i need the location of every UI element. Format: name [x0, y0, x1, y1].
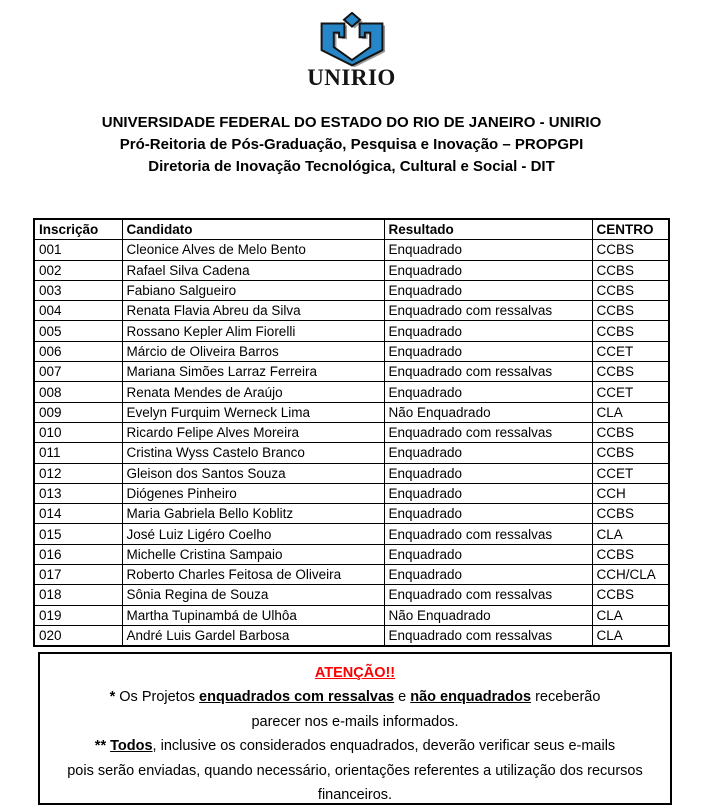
- cell-candidato: Martha Tupinambá de Ulhôa: [122, 605, 384, 625]
- results-table: [33, 218, 670, 647]
- cell-candidato: Rossano Kepler Alim Fiorelli: [122, 321, 384, 341]
- cell-resultado: Enquadrado: [384, 565, 592, 585]
- cell-resultado: Não Enquadrado: [384, 402, 592, 422]
- cell-candidato: Mariana Simões Larraz Ferreira: [122, 362, 384, 382]
- cell-inscricao: 001: [34, 240, 122, 260]
- cell-resultado: Enquadrado: [384, 504, 592, 524]
- cell-candidato: José Luiz Ligéro Coelho: [122, 524, 384, 544]
- header-line-proreitoria: Pró-Reitoria de Pós-Graduação, Pesquisa e Inovação – PROPGPI: [119, 136, 584, 153]
- cell-inscricao: 005: [34, 321, 122, 341]
- cell-centro: CCBS: [592, 301, 669, 321]
- cell-inscricao: 017: [34, 565, 122, 585]
- table-row: [34, 422, 669, 442]
- cell-candidato: Cristina Wyss Castelo Branco: [122, 443, 384, 463]
- cell-candidato: Diógenes Pinheiro: [122, 483, 384, 503]
- cell-candidato: Maria Gabriela Bello Koblitz: [122, 504, 384, 524]
- cell-inscricao: 011: [34, 443, 122, 463]
- cell-resultado: Enquadrado com ressalvas: [384, 422, 592, 442]
- attention-title: ATENÇÃO!!: [314, 665, 396, 681]
- cell-inscricao: 008: [34, 382, 122, 402]
- cell-centro: CCET: [592, 382, 669, 402]
- cell-inscricao: 018: [34, 585, 122, 605]
- table-row: [34, 362, 669, 382]
- cell-centro: CCH: [592, 483, 669, 503]
- cell-inscricao: 020: [34, 625, 122, 646]
- notice-line: [40, 783, 670, 807]
- cell-centro: CCBS: [592, 280, 669, 300]
- cell-centro: CCBS: [592, 321, 669, 341]
- results-table-body: [34, 240, 669, 646]
- cell-resultado: Enquadrado: [384, 240, 592, 260]
- table-row: [34, 625, 669, 646]
- cell-centro: CLA: [592, 605, 669, 625]
- cell-resultado: Enquadrado com ressalvas: [384, 524, 592, 544]
- notice-text-segment: não enquadrados: [410, 689, 532, 706]
- cell-centro: CCBS: [592, 422, 669, 442]
- cell-resultado: Enquadrado com ressalvas: [384, 362, 592, 382]
- cell-centro: CCH/CLA: [592, 565, 669, 585]
- table-header-row: [34, 219, 669, 240]
- notice-text-segment: parecer nos e-mails informados.: [251, 713, 459, 730]
- table-row: [34, 301, 669, 321]
- table-row: [34, 524, 669, 544]
- column-header-inscricao: Inscrição: [34, 219, 122, 240]
- table-row: [34, 463, 669, 483]
- cell-inscricao: 014: [34, 504, 122, 524]
- cell-inscricao: 003: [34, 280, 122, 300]
- cell-resultado: Enquadrado: [384, 483, 592, 503]
- unirio-logo-wordmark: UNIRIO: [307, 65, 396, 90]
- cell-resultado: Enquadrado com ressalvas: [384, 301, 592, 321]
- cell-candidato: Renata Mendes de Araújo: [122, 382, 384, 402]
- cell-candidato: Márcio de Oliveira Barros: [122, 341, 384, 361]
- cell-candidato: Rafael Silva Cadena: [122, 260, 384, 280]
- cell-resultado: Enquadrado: [384, 280, 592, 300]
- table-row: [34, 585, 669, 605]
- column-header-resultado: Resultado: [384, 219, 592, 240]
- notice-line: [40, 710, 670, 734]
- cell-centro: CCBS: [592, 362, 669, 382]
- unirio-logo: [0, 12, 703, 90]
- cell-resultado: Enquadrado com ressalvas: [384, 585, 592, 605]
- table-row: [34, 605, 669, 625]
- cell-centro: CLA: [592, 625, 669, 646]
- notice-text-segment: e: [394, 689, 411, 706]
- cell-resultado: Enquadrado: [384, 321, 592, 341]
- notice-line: [40, 759, 670, 783]
- notice-text-segment: receberão: [531, 689, 601, 706]
- cell-centro: CCET: [592, 463, 669, 483]
- table-row: [34, 402, 669, 422]
- unirio-logo-icon: [314, 12, 390, 67]
- cell-candidato: Ricardo Felipe Alves Moreira: [122, 422, 384, 442]
- notice-line: [40, 685, 670, 709]
- cell-resultado: Enquadrado: [384, 443, 592, 463]
- cell-candidato: Cleonice Alves de Melo Bento: [122, 240, 384, 260]
- cell-candidato: Roberto Charles Feitosa de Oliveira: [122, 565, 384, 585]
- cell-centro: CCBS: [592, 585, 669, 605]
- header-line-university: UNIVERSIDADE FEDERAL DO ESTADO DO RIO DE JANEIRO - UNIRIO: [101, 114, 602, 131]
- notice-text-segment: pois serão enviadas, quando necessário, orientações referentes a utilização dos recursos: [67, 762, 643, 779]
- table-row: [34, 565, 669, 585]
- cell-centro: CCET: [592, 341, 669, 361]
- notice-text-segment: , inclusive os considerados enquadrados, deverão verificar seus e-mails: [152, 738, 616, 755]
- cell-inscricao: 006: [34, 341, 122, 361]
- document-header: [0, 112, 703, 178]
- notice-lines: [40, 685, 670, 807]
- cell-candidato: Fabiano Salgueiro: [122, 280, 384, 300]
- table-row: [34, 260, 669, 280]
- notice-text-segment: financeiros.: [317, 787, 393, 804]
- cell-candidato: Michelle Cristina Sampaio: [122, 544, 384, 564]
- table-row: [34, 483, 669, 503]
- cell-inscricao: 004: [34, 301, 122, 321]
- cell-resultado: Enquadrado: [384, 382, 592, 402]
- notice-text-segment: Os Projetos: [119, 689, 200, 706]
- attention-box: [38, 652, 672, 805]
- cell-resultado: Enquadrado: [384, 341, 592, 361]
- cell-resultado: Enquadrado: [384, 544, 592, 564]
- cell-centro: CCBS: [592, 544, 669, 564]
- notice-line: [40, 734, 670, 758]
- table-row: [34, 504, 669, 524]
- cell-candidato: Gleison dos Santos Souza: [122, 463, 384, 483]
- notice-text-segment: *: [109, 689, 120, 706]
- table-row: [34, 382, 669, 402]
- table-row: [34, 544, 669, 564]
- cell-inscricao: 019: [34, 605, 122, 625]
- cell-inscricao: 010: [34, 422, 122, 442]
- cell-centro: CLA: [592, 524, 669, 544]
- cell-centro: CLA: [592, 402, 669, 422]
- cell-candidato: Renata Flavia Abreu da Silva: [122, 301, 384, 321]
- cell-inscricao: 015: [34, 524, 122, 544]
- table-row: [34, 280, 669, 300]
- table-row: [34, 240, 669, 260]
- cell-centro: CCBS: [592, 260, 669, 280]
- cell-candidato: André Luis Gardel Barbosa: [122, 625, 384, 646]
- column-header-candidato: Candidato: [122, 219, 384, 240]
- notice-text-segment: Todos: [110, 738, 153, 755]
- column-header-centro: CENTRO: [592, 219, 669, 240]
- cell-resultado: Não Enquadrado: [384, 605, 592, 625]
- cell-inscricao: 016: [34, 544, 122, 564]
- cell-resultado: Enquadrado: [384, 463, 592, 483]
- cell-centro: CCBS: [592, 443, 669, 463]
- table-row: [34, 321, 669, 341]
- cell-resultado: Enquadrado: [384, 260, 592, 280]
- cell-inscricao: 002: [34, 260, 122, 280]
- cell-inscricao: 012: [34, 463, 122, 483]
- notice-text-segment: **: [94, 738, 111, 755]
- cell-inscricao: 013: [34, 483, 122, 503]
- cell-centro: CCBS: [592, 240, 669, 260]
- cell-candidato: Sônia Regina de Souza: [122, 585, 384, 605]
- cell-inscricao: 007: [34, 362, 122, 382]
- table-row: [34, 341, 669, 361]
- cell-candidato: Evelyn Furquim Werneck Lima: [122, 402, 384, 422]
- logo-u-shape: [321, 24, 382, 66]
- notice-text-segment: enquadrados com ressalvas: [199, 689, 395, 706]
- cell-resultado: Enquadrado com ressalvas: [384, 625, 592, 646]
- cell-centro: CCBS: [592, 504, 669, 524]
- cell-inscricao: 009: [34, 402, 122, 422]
- table-row: [34, 443, 669, 463]
- header-line-diretoria: Diretoria de Inovação Tecnológica, Cultural e Social - DIT: [148, 158, 555, 175]
